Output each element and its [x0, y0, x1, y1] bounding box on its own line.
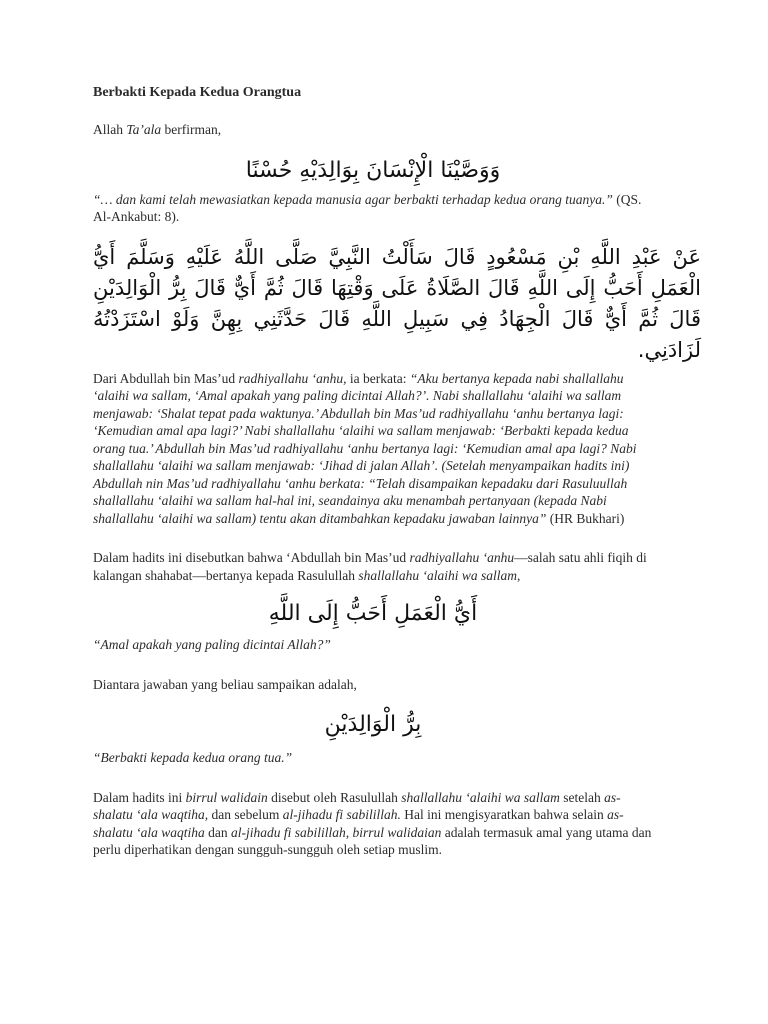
answer-arabic: بِرُّ الْوَالِدَيْنِ: [324, 712, 422, 737]
para4-l: al-jihadu fi sabilillah, birrul walidaian: [231, 824, 442, 840]
hadith-said: ia berkata:: [346, 370, 410, 386]
question-translation: “Amal apakah yang paling dicintai Allah?”: [93, 637, 331, 652]
para2-e: ,: [517, 567, 521, 583]
para4-g: dan sebelum: [208, 807, 283, 822]
para4-a: Dalam hadits ini: [93, 789, 186, 805]
intro-italic: Ta’ala: [126, 122, 162, 137]
para4-c: disebut oleh Rasulullah: [267, 789, 402, 805]
document-title: Berbakti Kepada Kedua Orangtua: [93, 85, 302, 100]
paragraph-context: [93, 549, 653, 584]
question-arabic: أَيُّ الْعَمَلِ أَحَبُّ إِلَى اللَّهِ: [268, 601, 478, 626]
verse-arabic: وَوَصَّيْنَا الْإِنْسَانَ بِوَالِدَيْهِ حُسْنًا: [245, 157, 501, 183]
para2-d: shallallahu ‘alaihi wa sallam: [358, 567, 518, 583]
para4-k: dan: [204, 824, 232, 840]
answer-intro: Diantara jawaban yang beliau sampaikan adalah,: [93, 676, 357, 692]
answer-translation: “Berbakti kepada kedua orang tua.”: [93, 750, 293, 765]
verse-reference: (QS. Al-Ankabut: 8).: [93, 191, 642, 224]
document-page: [93, 84, 701, 859]
hadith-narrator: Dari Abdullah bin Mas’ud: [93, 370, 239, 386]
para4-h: al-jihadu fi sabilillah.: [282, 807, 401, 822]
intro-text-end: berfirman,: [161, 122, 222, 137]
para4-d: shallallahu ‘alaihi wa sallam: [401, 789, 560, 805]
para4-e: setelah: [559, 789, 605, 805]
hadith-source: (HR Bukhari): [546, 510, 625, 526]
para4-i: Hal ini mengisyaratkan bahwa selain: [400, 807, 608, 822]
para4-j: as-shalatu ‘ala waqtiha: [93, 807, 624, 840]
para4-f: as-shalatu ‘ala waqtiha,: [93, 789, 621, 822]
intro-paragraph: [93, 121, 653, 139]
para4-b: birrul walidain: [185, 789, 268, 805]
hadith-translation: [93, 370, 653, 528]
para4-m: adalah termasuk amal yang utama dan perlu diperhatikan dengan sungguh-sungguh oleh setiap muslim.: [93, 824, 652, 857]
para2-c: —salah satu ahli fiqih di kalangan shahabat—bertanya kepada Rasulullah: [93, 550, 647, 583]
intro-text: Allah: [93, 122, 127, 137]
hadith-arabic: عَنْ عَبْدِ اللَّهِ بْنِ مَسْعُودٍ قَالَ سَأَلْتُ النَّبِيَّ صَلَّى اللَّهُ عَلَيْهِ وَسَلَّمَ أَيُّ الْعَمَلِ أَحَبُّ إِلَى اللَّهِ قَالَ الصَّلَاةُ عَلَى وَقْتِهَا قَالَ ثُمَّ أَيٌّ قَالَ بِرُّ الْوَالِدَيْنِ قَالَ ثُمَّ أَيٌّ قَالَ الْجِهَادُ فِي سَبِيلِ اللَّهِ قَالَ حَدَّثَنِي بِهِنَّ وَلَوْ اسْتَزَدْتُهُ لَزَادَنِي.: [93, 244, 701, 362]
paragraph-conclusion: [93, 789, 653, 859]
para2-a: Dalam hadits ini disebutkan bahwa ‘Abdullah bin Mas’ud: [93, 550, 410, 565]
hadith-quote: “Aku bertanya kepada nabi shallallahu ‘alaihi wa sallam, ‘Amal apakah yang paling dicintai Allah?’. Nabi shallallahu ‘alaihi wa sallam menjawab: ‘Shalat tepat pada waktunya.’ Abdullah bin Mas’ud radhiyallahu ‘anhu bertanya lagi: ‘Kemudian amal apa lagi?’ Nabi shallallahu ‘alaihi wa sallam menjawab: ‘Berbakti kepada kedua orang tua.’ Abdullah bin Mas’ud radhiyallahu ‘anhu bertanya lagi: ‘Kemudian amal apa lagi? Nabi shallallahu ‘alaihi wa sallam menjawab: ‘Jihad di jalan Allah’. (Setelah menyampaikan hadits ini) Abdullah nin Mas’ud radhiyallahu ‘anhu berkata: “Telah disampaikan kepadaku dari Rasuluullah shallallahu ‘alaihi wa sallam hal-hal ini, seandainya aku menambah pertanyaan (kepada Nabi shallallahu ‘alaihi wa sallam) tentu akan ditambahkan kepadaku jawaban lainnya”: [93, 370, 637, 526]
verse-translation-italic: “… dan kami telah mewasiatkan kepada manusia agar berbakti terhadap kedua orang tuanya.”: [93, 191, 613, 207]
para2-b: radhiyallahu ‘anhu: [409, 550, 515, 565]
hadith-honorific: radhiyallahu ‘anhu,: [238, 370, 347, 386]
verse-translation: [93, 191, 653, 226]
